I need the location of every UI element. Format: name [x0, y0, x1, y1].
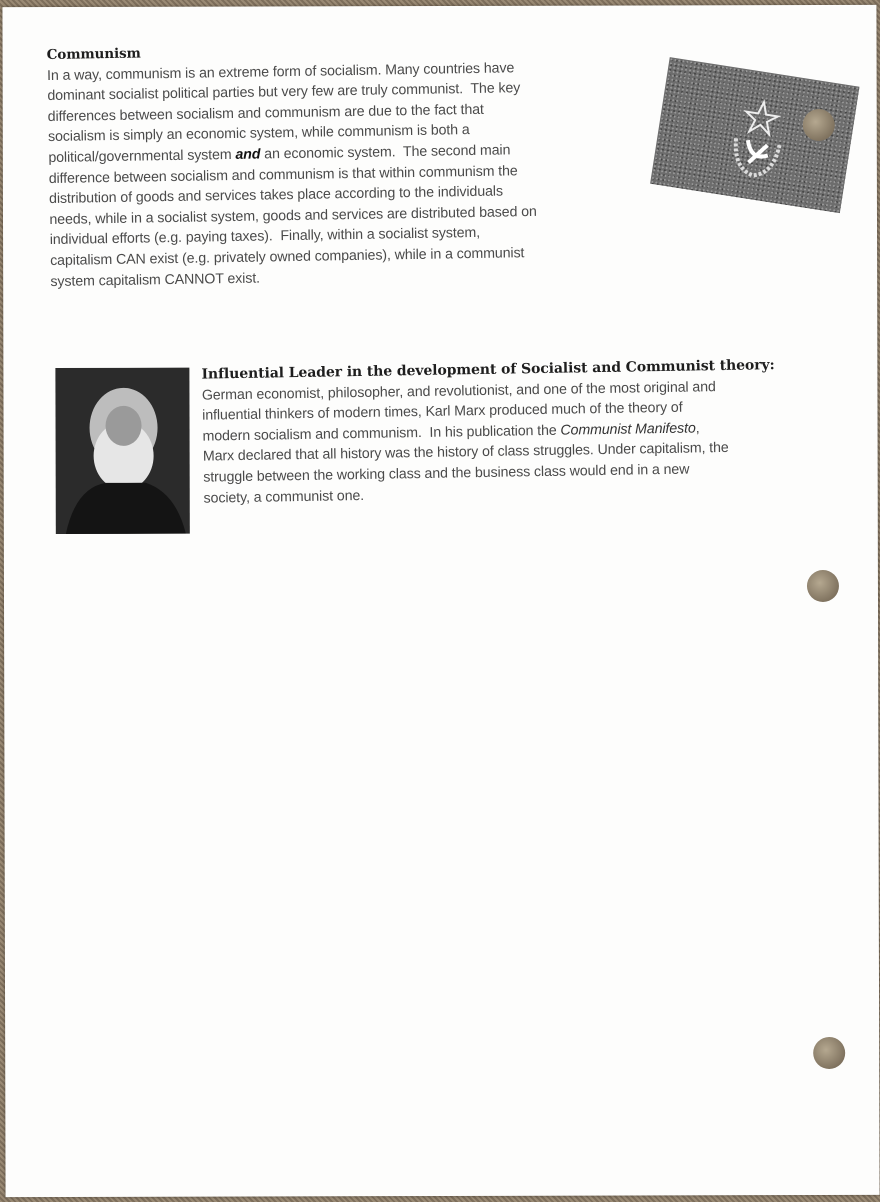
paragraph-line: In a way, communism is an extreme form of socialism. Many countries have — [46, 59, 515, 84]
karl-marx-portrait — [55, 368, 189, 534]
communism-section — [47, 37, 538, 292]
paragraph-line: German economist, philosopher, and revolutionist, and one of the most original and — [201, 378, 716, 404]
binder-hole — [813, 1037, 845, 1069]
paragraph-line: influential thinkers of modern times, Karl Marx produced much of the theory of — [202, 399, 683, 424]
emphasis-text: and — [235, 146, 261, 163]
paragraph-line: system capitalism CANNOT exist. — [50, 270, 261, 290]
paragraph-line: needs, while in a socialist system, goods and services are distributed based on — [49, 203, 537, 228]
paragraph-line: individual efforts (e.g. paying taxes). Finally, within a socialist system, — [49, 225, 481, 249]
book-title: Communist Manifesto — [560, 420, 696, 439]
section-heading: Influential Leader in the development of Socialist and Communist theory: — [201, 357, 775, 383]
text-segment: , — [695, 420, 700, 437]
influential-leader-section — [201, 355, 776, 509]
paragraph-line: distribution of goods and services takes place according to the individuals — [48, 183, 504, 208]
binder-hole — [807, 570, 839, 602]
paragraph-line: Marx declared that all history was the history of class struggles. Under capitalism, the — [202, 440, 729, 465]
section-heading: Communism — [46, 45, 141, 64]
paragraph-line: difference between socialism and communism is that within communism the — [48, 162, 518, 187]
text-segment: an economic system. The second main — [260, 142, 511, 163]
binder-hole — [803, 109, 835, 141]
paragraph-line: differences between socialism and communism are due to the fact that — [47, 101, 484, 125]
paragraph-line: dominant socialist political parties but very few are truly communist. The key — [47, 80, 521, 105]
text-segment: modern socialism and communism. In his publication the — [202, 422, 561, 445]
document-page — [2, 5, 879, 1197]
paragraph-line: capitalism CAN exist (e.g. privately owned companies), while in a communist — [49, 245, 525, 269]
paragraph-line: society, a communist one. — [203, 487, 365, 507]
text-segment: political/governmental system — [48, 146, 236, 166]
portrait-icon — [55, 368, 189, 534]
paragraph-line: struggle between the working class and the business class would end in a new — [203, 461, 690, 486]
paragraph-line: socialism is simply an economic system, while communism is both a — [47, 122, 470, 146]
